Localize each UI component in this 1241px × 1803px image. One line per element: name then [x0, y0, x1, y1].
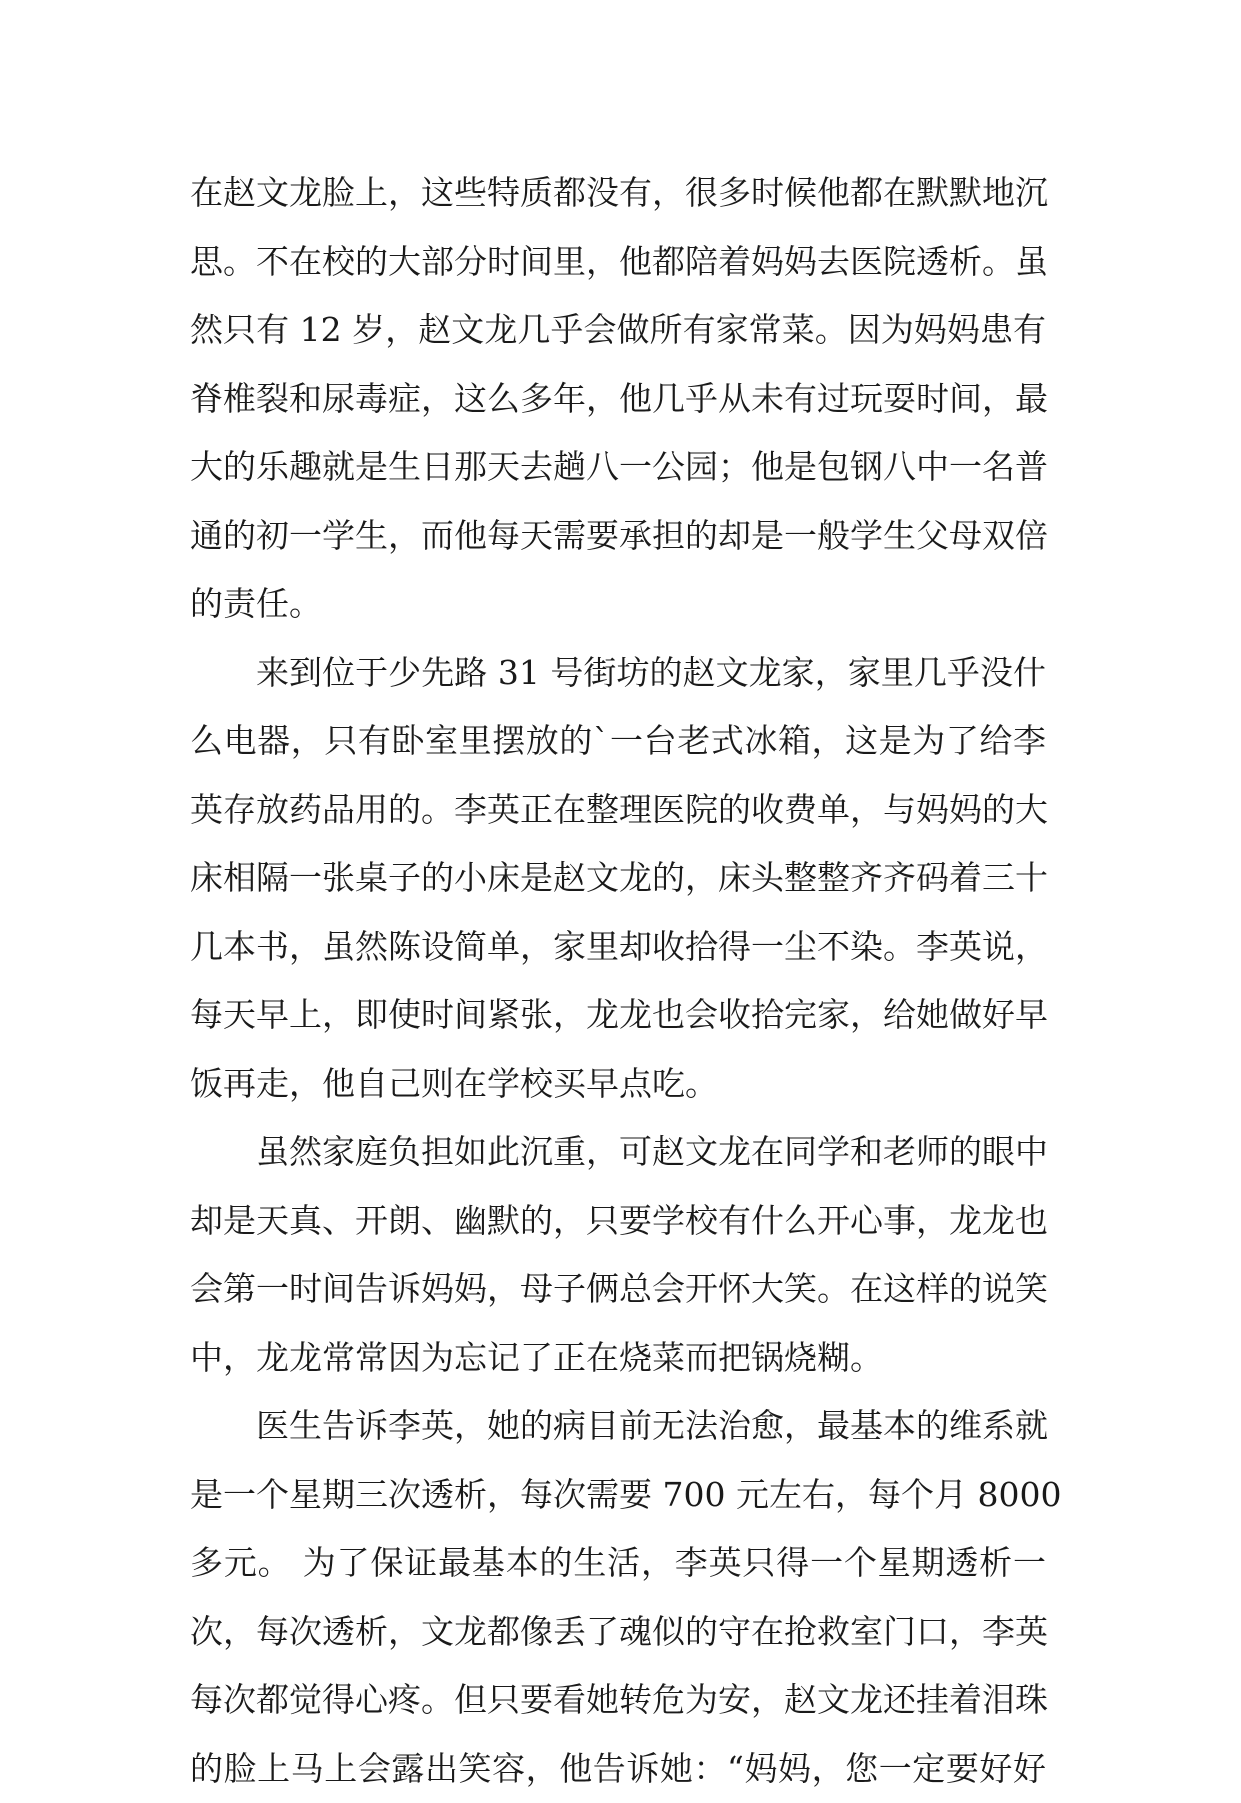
text-line: 次，每次透析，文龙都像丢了魂似的守在抢救室门口，李英: [190, 1598, 1046, 1667]
text-line: 么电器，只有卧室里摆放的`一台老式冰箱，这是为了给李: [190, 707, 1046, 776]
text-line: 几本书，虽然陈设简单，家里却收拾得一尘不染。李英说，: [190, 913, 1046, 982]
article-body: [190, 159, 1046, 1803]
text-line: 饭再走，他自己则在学校买早点吃。: [190, 1050, 1046, 1119]
text-line: 是一个星期三次透析，每次需要 700 元左右，每个月 8000: [190, 1461, 1046, 1530]
text-line: 每天早上，即使时间紧张，龙龙也会收拾完家，给她做好早: [190, 981, 1046, 1050]
text-line: 的责任。: [190, 570, 1046, 639]
text-line: 床相隔一张桌子的小床是赵文龙的，床头整整齐齐码着三十: [190, 844, 1046, 913]
text-line: 的脸上马上会露出笑容，他告诉她：“妈妈，您一定要好好: [190, 1735, 1046, 1803]
text-line: 医生告诉李英，她的病目前无法治愈，最基本的维系就: [190, 1392, 1046, 1461]
text-line: 通的初一学生，而他每天需要承担的却是一般学生父母双倍: [190, 502, 1046, 571]
text-line: 虽然家庭负担如此沉重，可赵文龙在同学和老师的眼中: [190, 1118, 1046, 1187]
text-line: 来到位于少先路 31 号街坊的赵文龙家，家里几乎没什: [190, 639, 1046, 708]
paragraph-4: [190, 1392, 1046, 1803]
text-line: 中，龙龙常常因为忘记了正在烧菜而把锅烧糊。: [190, 1324, 1046, 1393]
paragraph-2: [190, 639, 1046, 1119]
text-line: 在赵文龙脸上，这些特质都没有，很多时候他都在默默地沉: [190, 159, 1046, 228]
text-line: 英存放药品用的。李英正在整理医院的收费单，与妈妈的大: [190, 776, 1046, 845]
text-line: 却是天真、开朗、幽默的，只要学校有什么开心事，龙龙也: [190, 1187, 1046, 1256]
text-line: 多元。 为了保证最基本的生活，李英只得一个星期透析一: [190, 1529, 1046, 1598]
paragraph-1: [190, 159, 1046, 639]
text-line: 思。不在校的大部分时间里，他都陪着妈妈去医院透析。虽: [190, 228, 1046, 297]
text-line: 然只有 12 岁，赵文龙几乎会做所有家常菜。因为妈妈患有: [190, 296, 1046, 365]
text-line: 脊椎裂和尿毒症，这么多年，他几乎从未有过玩耍时间，最: [190, 365, 1046, 434]
paragraph-3: [190, 1118, 1046, 1392]
text-line: 大的乐趣就是生日那天去趟八一公园；他是包钢八中一名普: [190, 433, 1046, 502]
text-line: 会第一时间告诉妈妈，母子俩总会开怀大笑。在这样的说笑: [190, 1255, 1046, 1324]
text-line: 每次都觉得心疼。但只要看她转危为安，赵文龙还挂着泪珠: [190, 1666, 1046, 1735]
